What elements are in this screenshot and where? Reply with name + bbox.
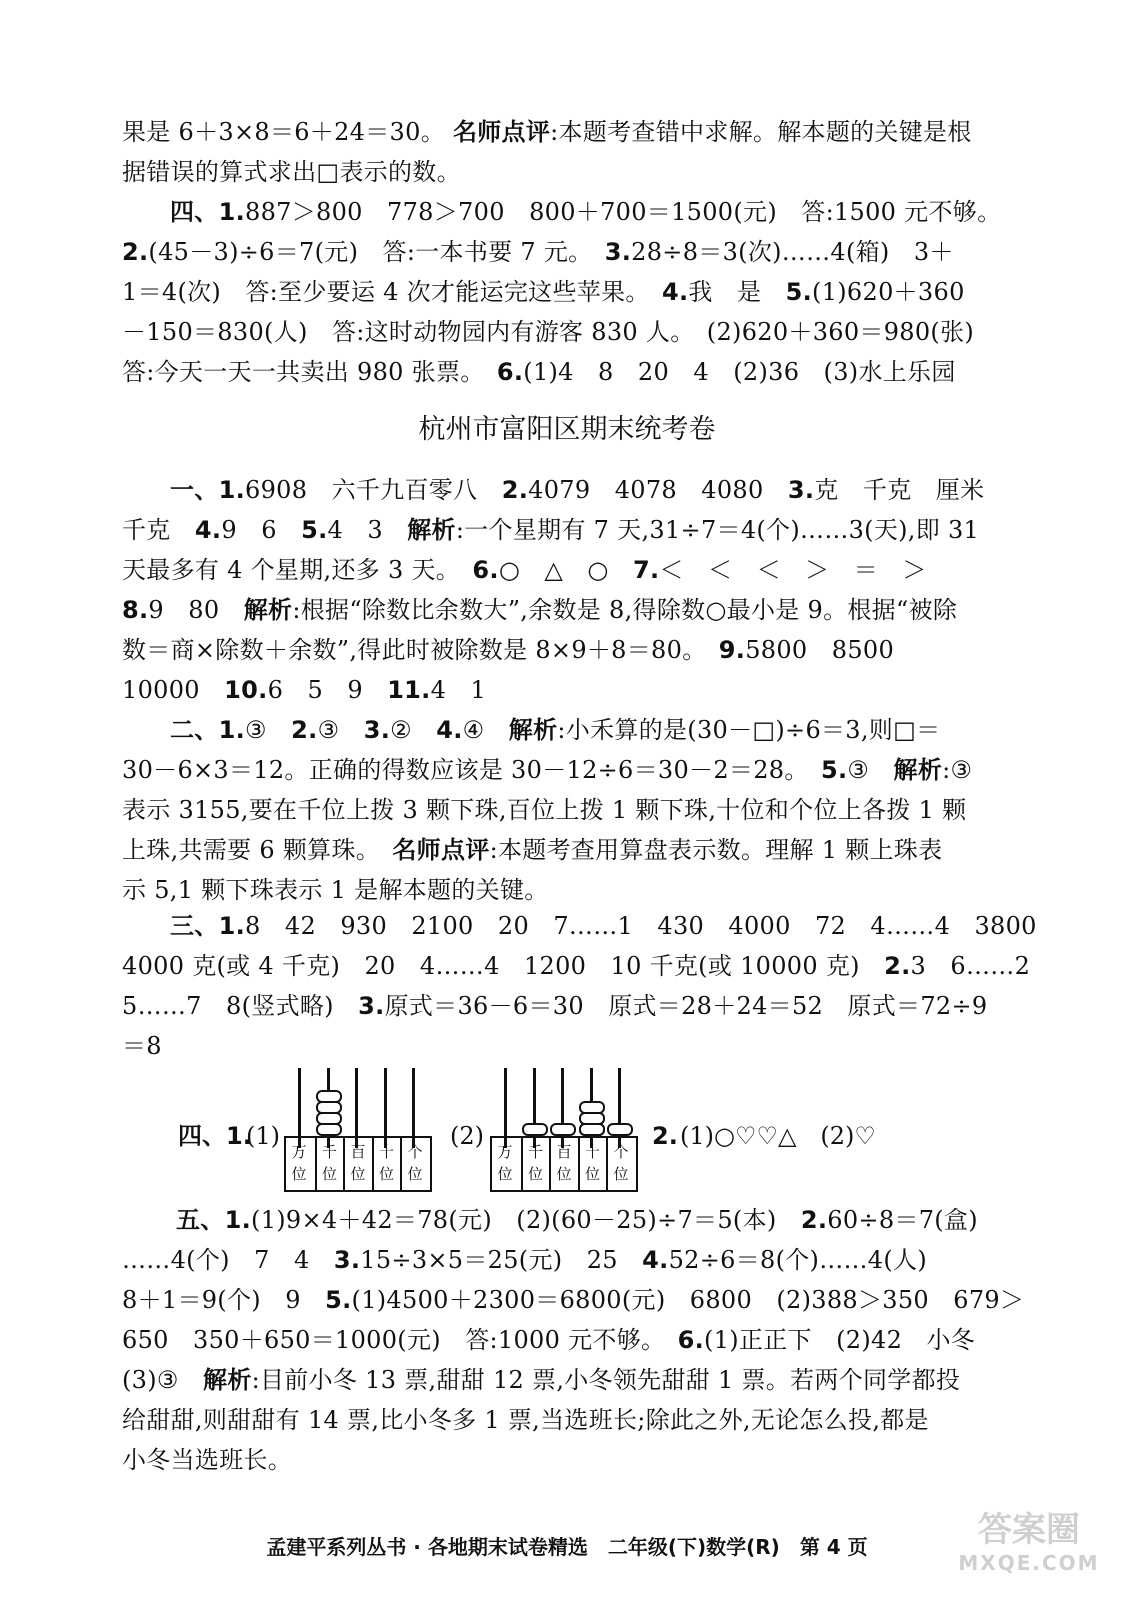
- text-line: [0, 232, 1134, 272]
- text-segment: 果是 6＋3×8＝6＋24＝30。: [122, 118, 453, 146]
- text-line: [0, 630, 1134, 670]
- bold-label: 二、1.: [170, 716, 246, 744]
- bold-label: 5.: [301, 516, 328, 544]
- text-segment: 4079 4078 4080: [528, 476, 788, 504]
- bold-label: 五、1.: [176, 1206, 252, 1234]
- bold-label: 4.: [194, 516, 222, 544]
- watermark-text: 答案圈: [978, 1510, 1080, 1550]
- text-segment: :根据“除数比余数大”,余数是 8,得除数○最小是 9。根据“被除: [292, 596, 958, 624]
- bold-label: 3.: [358, 992, 385, 1020]
- bold-label: 解析: [407, 516, 456, 544]
- bold-label: 5.: [785, 278, 813, 306]
- bold-label: 2.: [122, 238, 149, 266]
- abacus-rod: [412, 1068, 415, 1148]
- text-segment: (45－3)÷6＝7(元) 答:一本书要 7 元。: [148, 238, 605, 266]
- bold-label: 7.: [632, 556, 660, 584]
- text-segment: 示 5,1 颗下珠表示 1 是解本题的关键。: [122, 876, 549, 904]
- text-segment: 天最多有 4 个星期,还多 3 天。: [122, 556, 473, 584]
- text-segment: ＝8: [122, 1032, 162, 1060]
- text-segment: ＜ ＜ ＜ ＞ ＝ ＞: [659, 556, 927, 584]
- place-label: 十 位: [578, 1138, 606, 1191]
- bold-label: 4.: [436, 716, 463, 744]
- bold-label: 解析: [893, 756, 943, 784]
- abacus-bead: [316, 1090, 342, 1103]
- text-segment: (1)4 8 20 4 (2)36 (3)水上乐园: [523, 358, 956, 386]
- place-label: 万 位: [497, 1143, 513, 1183]
- text-line: [0, 710, 1134, 750]
- text-segment: 5……7 8(竖式略): [122, 992, 359, 1020]
- abacus-answer-row: [0, 1060, 1134, 1200]
- text-segment: 30－6×3＝12。正确的得数应该是 30－12÷6＝30－2＝28。: [122, 756, 821, 784]
- text-segment: (3)③: [122, 1366, 204, 1394]
- text-segment: 上珠,共需要 6 颗算珠。: [122, 836, 393, 864]
- question-number: 2.: [652, 1122, 678, 1150]
- bold-label: 3.: [787, 476, 815, 504]
- bold-label: 3.: [363, 716, 391, 744]
- text-segment: :一个星期有 7 天,31÷7＝4(个)……3(天),即 31: [455, 516, 980, 544]
- text-line: [0, 870, 1134, 910]
- text-line: [0, 590, 1134, 630]
- text-line: [0, 312, 1134, 352]
- text-line: [0, 272, 1134, 312]
- text-line: [0, 830, 1134, 870]
- text-segment: 4 1: [430, 676, 487, 704]
- abacus-rod: [618, 1068, 621, 1148]
- text-segment: (1)620＋360: [812, 278, 965, 306]
- text-segment: 千克: [122, 516, 195, 544]
- text-segment: 原式＝36－6＝30 原式＝28＋24＝52 原式＝72÷9: [384, 992, 988, 1020]
- text-segment: 5800 8500: [745, 636, 895, 664]
- place-label: 万 位: [291, 1143, 307, 1183]
- text-segment: :本题考查用算盘表示数。理解 1 颗上珠表: [489, 836, 943, 864]
- text-segment: 3 6……2: [910, 952, 1031, 980]
- text-segment: ○ △ ○: [498, 556, 633, 584]
- text-segment: 数＝商×除数＋余数”,得此时被除数是 8×9＋8＝80。: [122, 636, 719, 664]
- place-label: 百 位: [549, 1138, 577, 1191]
- abacus-bead: [579, 1123, 605, 1136]
- text-line: [0, 1360, 1134, 1400]
- text-segment: (1)正正下 (2)42 小冬: [704, 1326, 976, 1354]
- text-segment: 10000: [122, 676, 225, 704]
- bold-label: 9.: [718, 636, 746, 664]
- text-line: [0, 1280, 1134, 1320]
- text-segment: :小禾算的是(30－□)÷6＝3,则□＝: [557, 716, 941, 744]
- bold-label: 2.: [501, 476, 529, 504]
- abacus-rod: [561, 1068, 564, 1148]
- bold-label: 名师点评: [452, 118, 551, 146]
- text-line: [0, 750, 1134, 790]
- text-segment: ③: [245, 716, 292, 744]
- text-segment: 4000 克(或 4 千克) 20 4……4 1200 10 千克(或 10000 克): [122, 952, 885, 980]
- bold-label: 5.: [820, 756, 848, 784]
- text-segment: :目前小冬 13 票,甜甜 12 票,小冬领先甜甜 1 票。若两个同学都投: [251, 1366, 961, 1394]
- text-segment: 9 6: [221, 516, 302, 544]
- text-line: [0, 1200, 1134, 1240]
- text-segment: 28÷8＝3(次)……4(箱) 3＋: [631, 238, 954, 266]
- bold-label: 一、1.: [170, 476, 246, 504]
- bold-label: 四、1.: [170, 198, 246, 226]
- text-segment: ④: [462, 716, 509, 744]
- text-segment: 60÷8＝7(盒): [827, 1206, 978, 1234]
- abacus-bead: [522, 1123, 548, 1136]
- abacus-rod: [355, 1068, 358, 1148]
- text-segment: ……4(个) 7 4: [122, 1246, 334, 1274]
- text-segment: 1＝4(次) 答:至少要运 4 次才能运完这些苹果。: [122, 278, 662, 306]
- text-line: [0, 352, 1134, 392]
- abacus-bead: [550, 1123, 576, 1136]
- question-number: 四、1.: [178, 1122, 252, 1150]
- place-label: 个 位: [400, 1138, 428, 1191]
- bold-label: 3.: [604, 238, 632, 266]
- text-line: [0, 1400, 1134, 1440]
- text-line: [0, 470, 1134, 510]
- page-footer: 孟建平系列丛书 · 各地期末试卷精选 二年级(下)数学(R) 第 4 页: [266, 1535, 868, 1559]
- bold-label: 解析: [243, 596, 293, 624]
- text-segment: (1)4500＋2300＝6800(元) 6800 (2)388＞350 679＞: [351, 1286, 1025, 1314]
- abacus-label-2: (2): [450, 1122, 484, 1150]
- text-segment: 答:今天一天一共卖出 980 张票。: [122, 358, 497, 386]
- text-line: [0, 510, 1134, 550]
- text-line: [0, 1320, 1134, 1360]
- text-line: [0, 1440, 1134, 1480]
- text-segment: 据错误的算式求出□表示的数。: [122, 158, 461, 186]
- bold-label: 4.: [642, 1246, 669, 1274]
- shape-answers: (1)○♡♡△ (2)♡: [680, 1122, 876, 1150]
- text-line: [0, 192, 1134, 232]
- watermark-url: MXQE.COM: [958, 1551, 1100, 1575]
- bold-label: 3.: [333, 1246, 361, 1274]
- bold-label: 三、1.: [170, 912, 246, 940]
- bold-label: 解析: [508, 716, 558, 744]
- text-line: [0, 946, 1134, 986]
- text-segment: :③: [942, 756, 973, 784]
- text-segment: 我 是: [688, 278, 786, 306]
- text-segment: ②: [390, 716, 437, 744]
- place-label: 千 位: [315, 1138, 343, 1191]
- text-segment: 887＞800 778＞700 800＋700＝1500(元) 答:1500 元不够。: [245, 198, 1002, 226]
- text-segment: 9 80: [148, 596, 244, 624]
- text-line: [0, 112, 1134, 152]
- section-title: 杭州市富阳区期末统考卷: [418, 414, 716, 445]
- text-segment: 4 3: [327, 516, 408, 544]
- text-segment: 52÷6＝8(个)……4(人): [668, 1246, 928, 1274]
- text-line: [0, 906, 1134, 946]
- abacus-rod: [384, 1068, 387, 1148]
- bold-label: 2.: [800, 1206, 828, 1234]
- bold-label: 6.: [472, 556, 499, 584]
- text-segment: 给甜甜,则甜甜有 14 票,比小冬多 1 票,当选班长;除此之外,无论怎么投,都是: [122, 1406, 929, 1434]
- abacus-rod: [504, 1068, 507, 1148]
- text-segment: 8 42 930 2100 20 7……1 430 4000 72 4……4 3800: [245, 912, 1037, 940]
- bold-label: 4.: [661, 278, 689, 306]
- text-segment: 克 千克 厘米: [814, 476, 985, 504]
- bold-label: 11.: [387, 676, 431, 704]
- text-segment: 8＋1＝9(个) 9: [122, 1286, 326, 1314]
- text-segment: :本题考查错中求解。解本题的关键是根: [550, 118, 972, 146]
- bold-label: 10.: [224, 676, 268, 704]
- watermark-logo: [954, 1510, 1104, 1582]
- text-segment: 6 5 9: [267, 676, 388, 704]
- bold-label: 解析: [203, 1366, 252, 1394]
- text-segment: 650 350＋650＝1000(元) 答:1000 元不够。: [122, 1326, 678, 1354]
- text-segment: ③: [317, 716, 364, 744]
- bold-label: 5.: [325, 1286, 352, 1314]
- text-segment: －150＝830(人) 答:这时动物园内有游客 830 人。 (2)620＋360＝980(张): [122, 318, 975, 346]
- text-line: [0, 152, 1134, 192]
- bold-label: 名师点评: [392, 836, 490, 864]
- text-line: [0, 986, 1134, 1026]
- text-line: [0, 550, 1134, 590]
- bold-label: 6.: [677, 1326, 705, 1354]
- text-segment: 小冬当选班长。: [122, 1446, 293, 1474]
- text-segment: 表示 3155,要在千位上拨 3 颗下珠,百位上拨 1 颗下珠,十位和个位上各拨 1 颗: [122, 796, 967, 824]
- text-segment: 6908 六千九百零八: [245, 476, 502, 504]
- text-segment: ③: [847, 756, 894, 784]
- abacus-bead: [579, 1101, 605, 1114]
- place-label: 十 位: [372, 1138, 400, 1191]
- abacus-diagram-1: [284, 1060, 432, 1190]
- abacus-rod: [298, 1068, 301, 1148]
- text-line: [0, 670, 1134, 710]
- bold-label: 2.: [884, 952, 911, 980]
- text-line: [0, 790, 1134, 830]
- text-line: [0, 1240, 1134, 1280]
- place-label: 个 位: [606, 1138, 634, 1191]
- bold-label: 2.: [291, 716, 318, 744]
- bold-label: 6.: [496, 358, 524, 386]
- abacus-diagram-2: [490, 1060, 638, 1190]
- place-label: 百 位: [343, 1138, 371, 1191]
- text-segment: 15÷3×5＝25(元) 25: [360, 1246, 643, 1274]
- abacus-bead: [607, 1123, 633, 1136]
- bold-label: 8.: [122, 596, 149, 624]
- place-label: 千 位: [521, 1138, 549, 1191]
- text-segment: (1)9×4＋42＝78(元) (2)(60－25)÷7＝5(本): [251, 1206, 801, 1234]
- abacus-label-1: (1): [246, 1122, 280, 1150]
- abacus-rod: [533, 1068, 536, 1148]
